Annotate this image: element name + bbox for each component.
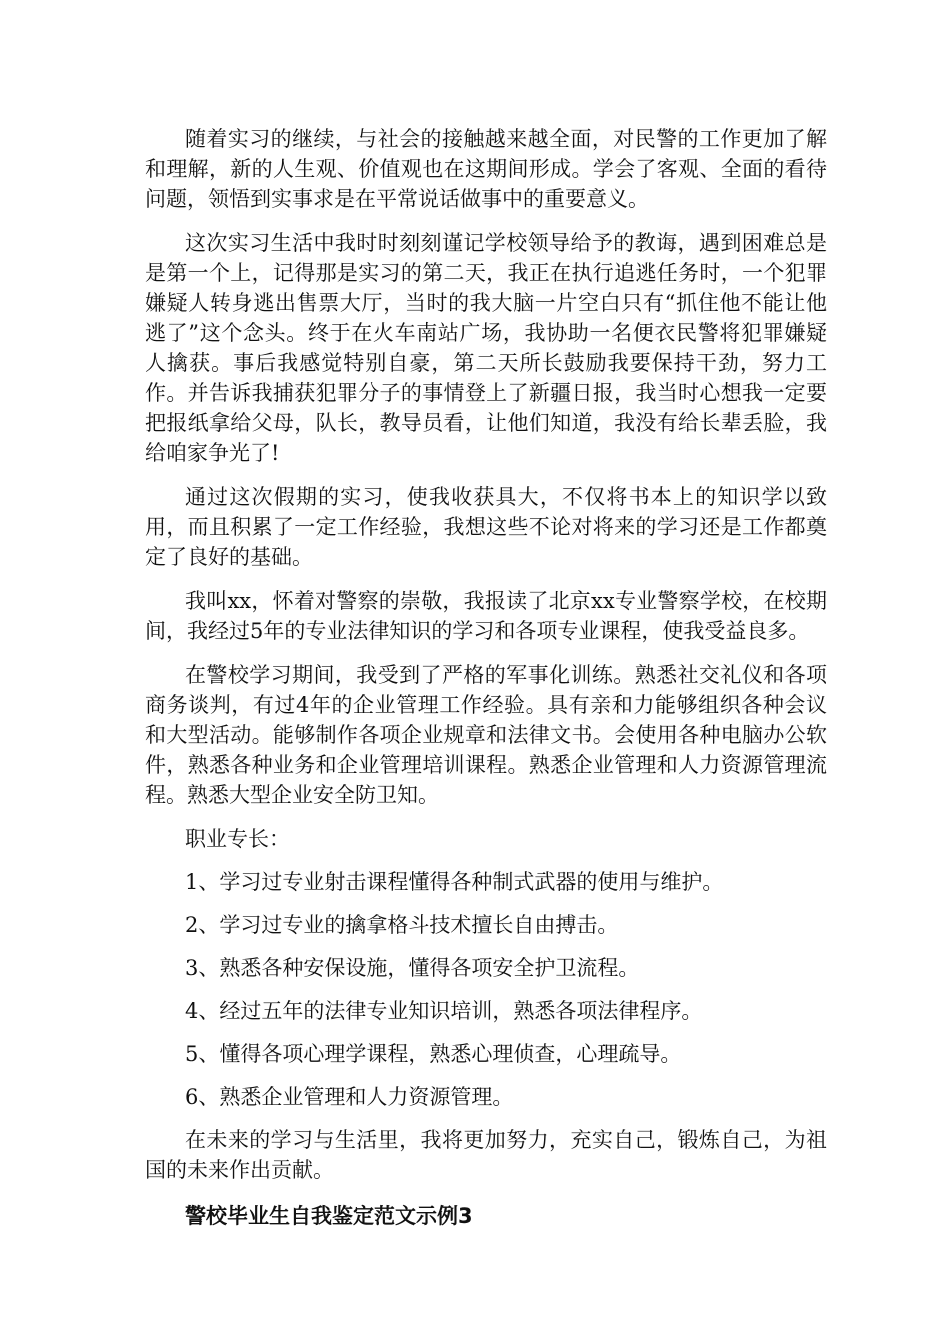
skills-label: 职业专长： [185,827,290,851]
paragraph-internship-story: 这次实习生活中我时时刻刻谨记学校领导给予的教诲，遇到困难总是是第一个上，记得那是实习的第二天，我正在执行追逃任务时，一个犯罪嫌疑人转身逃出售票大厅，当时的我大脑一片空白只有“抓住他不能让他逃了”这个念头。终于在火车南站广场，我协助一名便衣民警将犯罪嫌疑人擒获。事后我感觉特别自豪，第二天所长鼓励我要保持干劲，努力工作。并告诉我捕获犯罪分子的事情登上了新疆日报，我当时心想我一定要把报纸拿给父母，队长，教导员看，让他们知道，我没有给长辈丢脸，我给咱家争光了! [145,231,827,465]
skill-item: 1、学习过专业射击课程懂得各种制式武器的使用与维护。 [185,870,724,894]
skill-item: 5、懂得各项心理学课程，熟悉心理侦查，心理疏导。 [185,1042,682,1066]
skill-item: 6、熟悉企业管理和人力资源管理。 [185,1085,514,1109]
document-body [145,124,827,1231]
paragraph-closing: 在未来的学习与生活里，我将更加努力，充实自己，锻炼自己，为祖国的未来作出贡献。 [145,1128,827,1182]
paragraph-internship-gains: 通过这次假期的实习，使我收获具大，不仅将书本上的知识学以致用，而且积累了一定工作经验，我想这些不论对将来的学习还是工作都奠定了良好的基础。 [145,485,827,569]
skill-item: 4、经过五年的法律专业知识培训，熟悉各项法律程序。 [185,999,703,1023]
skill-item: 3、熟悉各种安保设施，懂得各项安全护卫流程。 [185,956,640,980]
paragraph-self-intro: 我叫xx，怀着对警察的崇敬，我报读了北京xx专业警察学校，在校期间，我经过5年的专业法律知识的学习和各项专业课程，使我受益良多。 [145,589,827,643]
section-heading: 警校毕业生自我鉴定范文示例3 [185,1204,473,1228]
skill-item: 2、学习过专业的擒拿格斗技术擅长自由搏击。 [185,913,619,937]
paragraph-internship-progress: 随着实习的继续，与社会的接触越来越全面，对民警的工作更加了解和理解，新的人生观、价值观也在这期间形成。学会了客观、全面的看待问题，领悟到实事求是在平常说话做事中的重要意义。 [145,127,827,211]
paragraph-school-training: 在警校学习期间，我受到了严格的军事化训练。熟悉社交礼仪和各项商务谈判，有过4年的企业管理工作经验。具有亲和力能够组织各种会议和大型活动。能够制作各项企业规章和法律文书。会使用各种电脑办公软件，熟悉各种业务和企业管理培训课程。熟悉企业管理和人力资源管理流程。熟悉大型企业安全防卫知。 [145,663,827,807]
